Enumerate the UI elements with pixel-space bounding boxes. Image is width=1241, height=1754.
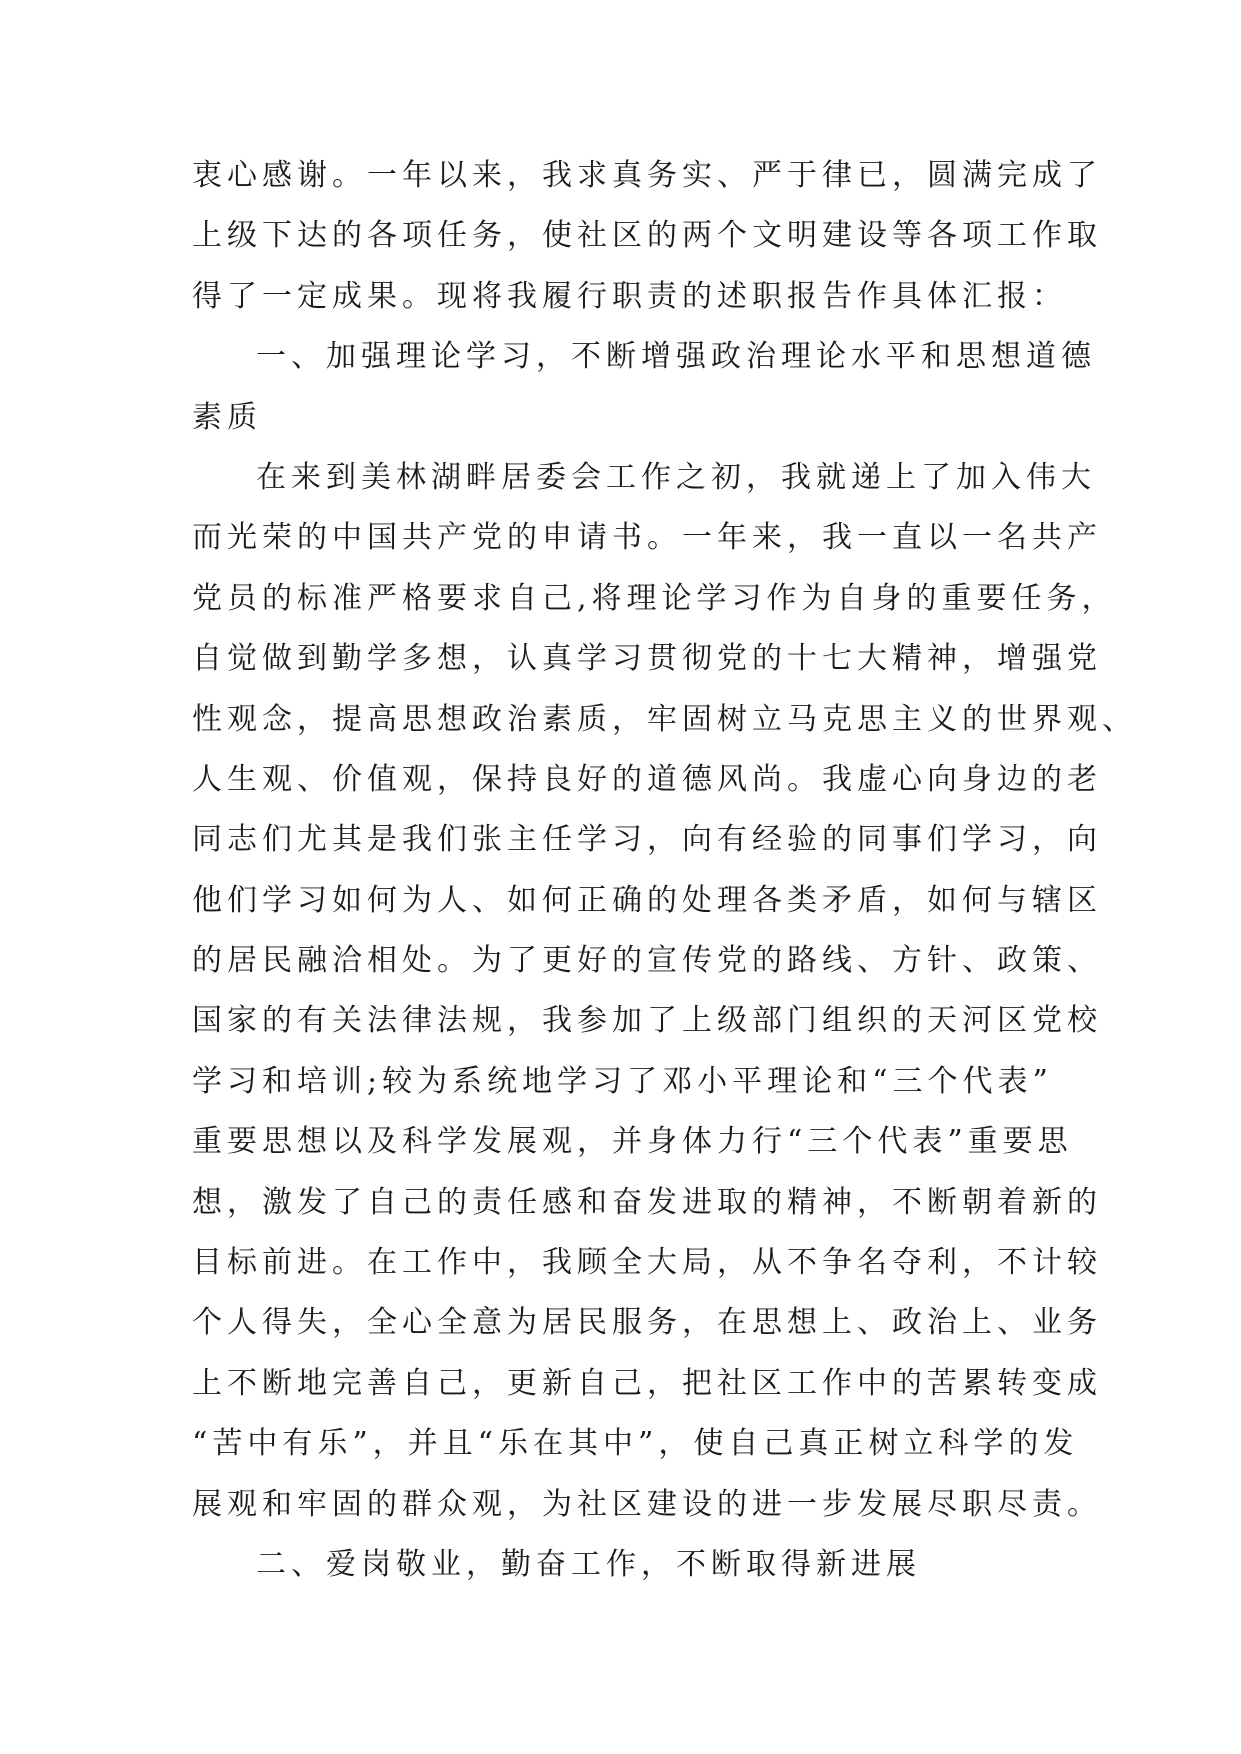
text-line: 性观念，提高思想政治素质，牢固树立马克思主义的世界观、 bbox=[192, 701, 1137, 737]
section-heading-1-cont: 素质 bbox=[192, 399, 262, 435]
section-heading-2: 二、爱岗敬业，勤奋工作，不断取得新进展 bbox=[256, 1546, 921, 1582]
section-heading-1: 一、加强理论学习，不断增强政治理论水平和思想道德 bbox=[256, 339, 1096, 375]
text-line: 个人得失，全心全意为居民服务，在思想上、政治上、业务 bbox=[192, 1305, 1102, 1341]
text-line: 他们学习如何为人、如何正确的处理各类矛盾，如何与辖区 bbox=[192, 882, 1102, 918]
text-line: 目标前进。在工作中，我顾全大局，从不争名夺利，不计较 bbox=[192, 1245, 1102, 1281]
text-line: 的居民融洽相处。为了更好的宣传党的路线、方针、政策、 bbox=[192, 943, 1102, 979]
text-line: 重要思想以及科学发展观，并身体力行“三个代表”重要思 bbox=[192, 1124, 1073, 1160]
paragraph-start: 在来到美林湖畔居委会工作之初，我就递上了加入伟大 bbox=[256, 459, 1096, 495]
text-line: 得了一定成果。现将我履行职责的述职报告作具体汇报： bbox=[192, 278, 1067, 314]
text-line: 衷心感谢。一年以来，我求真务实、严于律已，圆满完成了 bbox=[192, 158, 1102, 193]
text-line: 上不断地完善自己，更新自己，把社区工作中的苦累转变成 bbox=[192, 1365, 1102, 1401]
text-line: 而光荣的中国共产党的申请书。一年来，我一直以一名共产 bbox=[192, 520, 1102, 556]
text-line: 学习和培训;较为系统地学习了邓小平理论和“三个代表” bbox=[192, 1063, 1053, 1099]
text-line: 上级下达的各项任务，使社区的两个文明建设等各项工作取 bbox=[192, 218, 1102, 254]
text-line: 自觉做到勤学多想，认真学习贯彻党的十七大精神，增强党 bbox=[192, 641, 1102, 677]
text-line: 人生观、价值观，保持良好的道德风尚。我虚心向身边的老 bbox=[192, 761, 1102, 797]
document-page bbox=[192, 146, 1137, 1595]
text-line: 想，激发了自己的责任感和奋发进取的精神，不断朝着新的 bbox=[192, 1184, 1102, 1220]
text-line: 同志们尤其是我们张主任学习，向有经验的同事们学习，向 bbox=[192, 822, 1102, 858]
text-line: 党员的标准严格要求自己,将理论学习作为自身的重要任务， bbox=[192, 580, 1117, 616]
text-line: 国家的有关法律法规，我参加了上级部门组织的天河区党校 bbox=[192, 1003, 1102, 1039]
text-line: “苦中有乐”，并且“乐在其中”，使自己真正树立科学的发 bbox=[192, 1426, 1079, 1462]
text-line: 展观和牢固的群众观，为社区建设的进一步发展尽职尽责。 bbox=[192, 1486, 1102, 1522]
